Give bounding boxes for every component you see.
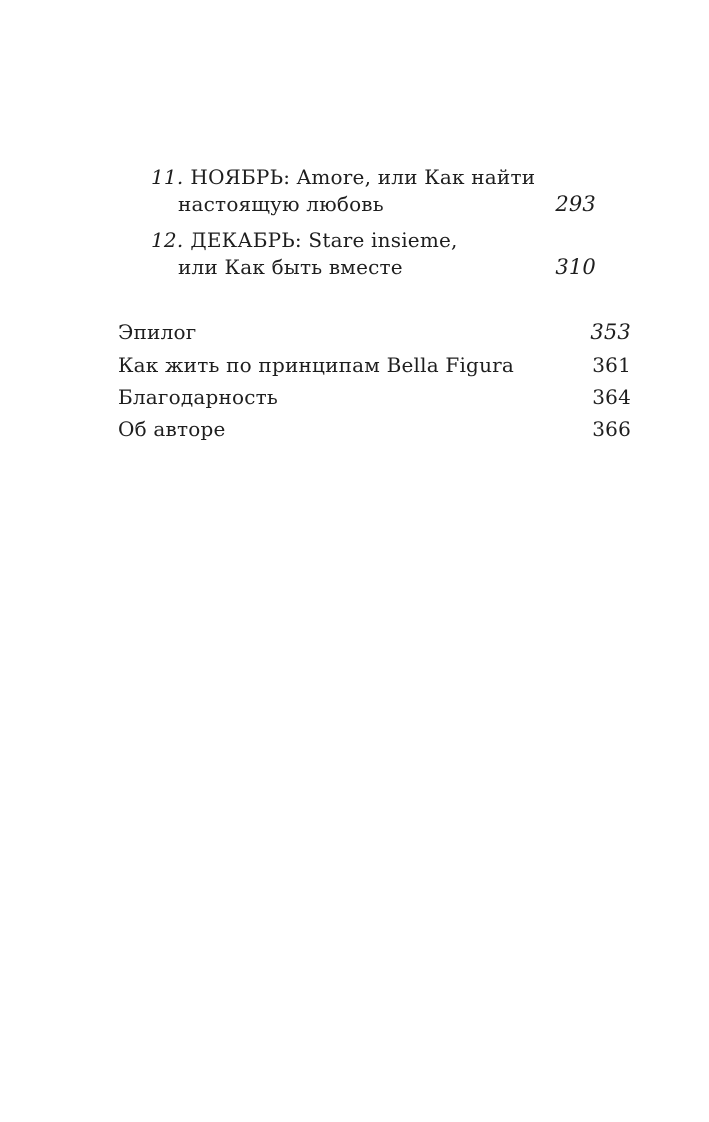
chapter-title-continuation: или Как быть вместе [178,255,403,279]
entry-label: Эпилог [118,320,197,344]
entry-label: Об авторе [118,417,226,441]
toc-entry-acknowledgements [118,385,631,409]
page-number: 361 [592,353,631,377]
toc-entry-epilogue [118,320,631,344]
toc-entry-12-line2 [178,255,596,279]
page-number: 293 [555,192,596,216]
chapter-title-continuation: настоящую любовь [178,192,384,216]
chapter-number: 12. [151,228,184,252]
toc-entry-12-line1 [151,228,458,252]
toc-entry-11-line2 [178,192,596,216]
entry-label: Как жить по принципам Bella Figura [118,353,515,377]
toc-entry-about-author [118,417,631,441]
page-number: 353 [590,320,631,344]
chapter-title: ДЕКАБРЬ: Stare insieme, [190,228,458,252]
entry-label: Благодарность [118,385,279,409]
chapter-title: НОЯБРЬ: Amore, или Как найти [190,165,536,189]
chapter-number: 11. [151,165,184,189]
toc-entry-principles [118,353,631,377]
toc-entry-11-line1 [151,165,535,189]
page-number: 366 [592,417,631,441]
page-number: 310 [555,255,596,279]
page-number: 364 [592,385,631,409]
